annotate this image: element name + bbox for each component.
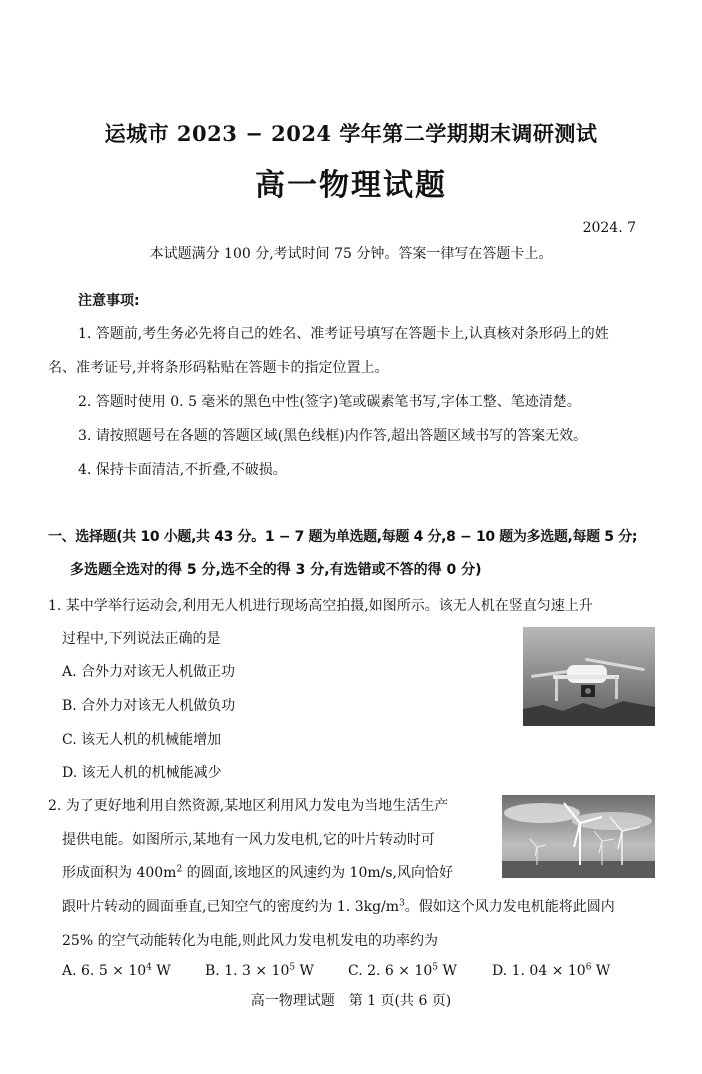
- question-2-stem-cont: 提供电能。如图所示,某地有一风力发电机,它的叶片转动时可: [62, 832, 435, 848]
- exam-title: 运城市 2023 − 2024 学年第二学期期末调研测试: [104, 121, 598, 146]
- q2-area-text: 形成面积为 400m: [62, 865, 177, 881]
- exam-intro: 本试题满分 100 分,考试时间 75 分钟。答案一律写在答题卡上。: [149, 246, 553, 262]
- drone-photo: [523, 627, 655, 726]
- option-unit: W: [151, 963, 171, 979]
- notice-item: 4. 保持卡面清洁,不折叠,不破损。: [78, 462, 287, 478]
- question-1-stem-cont: 过程中,下列说法正确的是: [62, 631, 221, 647]
- q2-wind-text: 的圆面,该地区的风速约为 10m/s,风向恰好: [182, 865, 453, 881]
- question-2-stem-cont: [62, 862, 453, 882]
- option-base: B. 1. 3 × 10: [205, 963, 290, 979]
- option-unit: W: [295, 963, 314, 979]
- section-heading: 一、选择题(共 10 小题,共 43 分。1 − 7 题为单选题,每题 4 分,8 − 10 题为多选题,每题 5 分;: [48, 529, 638, 545]
- option-exponent: 4: [146, 962, 152, 973]
- question-1-option-c: C. 该无人机的机械能增加: [62, 732, 222, 748]
- notice-item: 1. 答题前,考生务必先将自己的姓名、准考证号填写在答题卡上,认真核对条形码上的姓: [78, 326, 609, 342]
- question-1-option-b: B. 合外力对该无人机做负功: [62, 698, 236, 714]
- option-base: A. 6. 5 × 10: [62, 963, 147, 979]
- question-2-option-b: [205, 963, 314, 979]
- notice-heading: 注意事项:: [78, 293, 140, 309]
- exam-date: 2024. 7: [582, 220, 636, 236]
- option-exponent: 5: [432, 962, 439, 973]
- question-2-stem-cont: [62, 896, 615, 916]
- q2-density-exponent: 3: [399, 898, 405, 909]
- question-2-option-d: [492, 963, 610, 979]
- subject-title: 高一物理试题: [255, 168, 447, 203]
- drone-illustration: [523, 627, 655, 726]
- question-2-stem-cont: 25% 的空气动能转化为电能,则此风力发电机发电的功率约为: [62, 933, 439, 949]
- q2-density-text: 跟叶片转动的圆面垂直,已知空气的密度约为 1. 3kg/m: [62, 899, 400, 915]
- notice-item: 2. 答题时使用 0. 5 毫米的黑色中性(签字)笔或碳素笔书写,字体工整、笔迹清楚。: [78, 394, 581, 410]
- option-base: D. 1. 04 × 10: [492, 963, 586, 979]
- notice-item: 名、准考证号,并将条形码粘贴在答题卡的指定位置上。: [48, 360, 389, 376]
- question-1-option-d: D. 该无人机的机械能减少: [62, 765, 222, 781]
- question-2-option-a: [62, 963, 171, 979]
- option-unit: W: [591, 963, 611, 979]
- section-heading-cont: 多选题全选对的得 5 分,选不全的得 3 分,有选错或不答的得 0 分): [70, 562, 482, 578]
- notice-item: 3. 请按照题号在各题的答题区域(黑色线框)内作答,超出答题区域书写的答案无效。: [78, 428, 588, 444]
- page-footer: 高一物理试题 第 1 页(共 6 页): [250, 993, 452, 1009]
- option-unit: W: [438, 963, 457, 979]
- q2-area-exponent: 2: [176, 864, 183, 875]
- wind-turbine-illustration: [502, 795, 655, 878]
- question-1-option-a: A. 合外力对该无人机做正功: [62, 664, 236, 680]
- question-2-stem: 2. 为了更好地利用自然资源,某地区利用风力发电为当地生活生产: [48, 798, 449, 814]
- wind-turbine-photo: [502, 795, 655, 878]
- question-2-option-c: [348, 963, 457, 979]
- option-exponent: 5: [289, 962, 296, 973]
- option-base: C. 2. 6 × 10: [348, 963, 433, 979]
- option-exponent: 6: [585, 962, 592, 973]
- q2-conversion-text: 。假如这个风力发电机能将此圆内: [404, 899, 615, 915]
- question-1-stem: 1. 某中学举行运动会,利用无人机进行现场高空拍摄,如图所示。该无人机在竖直匀速上升: [48, 598, 593, 614]
